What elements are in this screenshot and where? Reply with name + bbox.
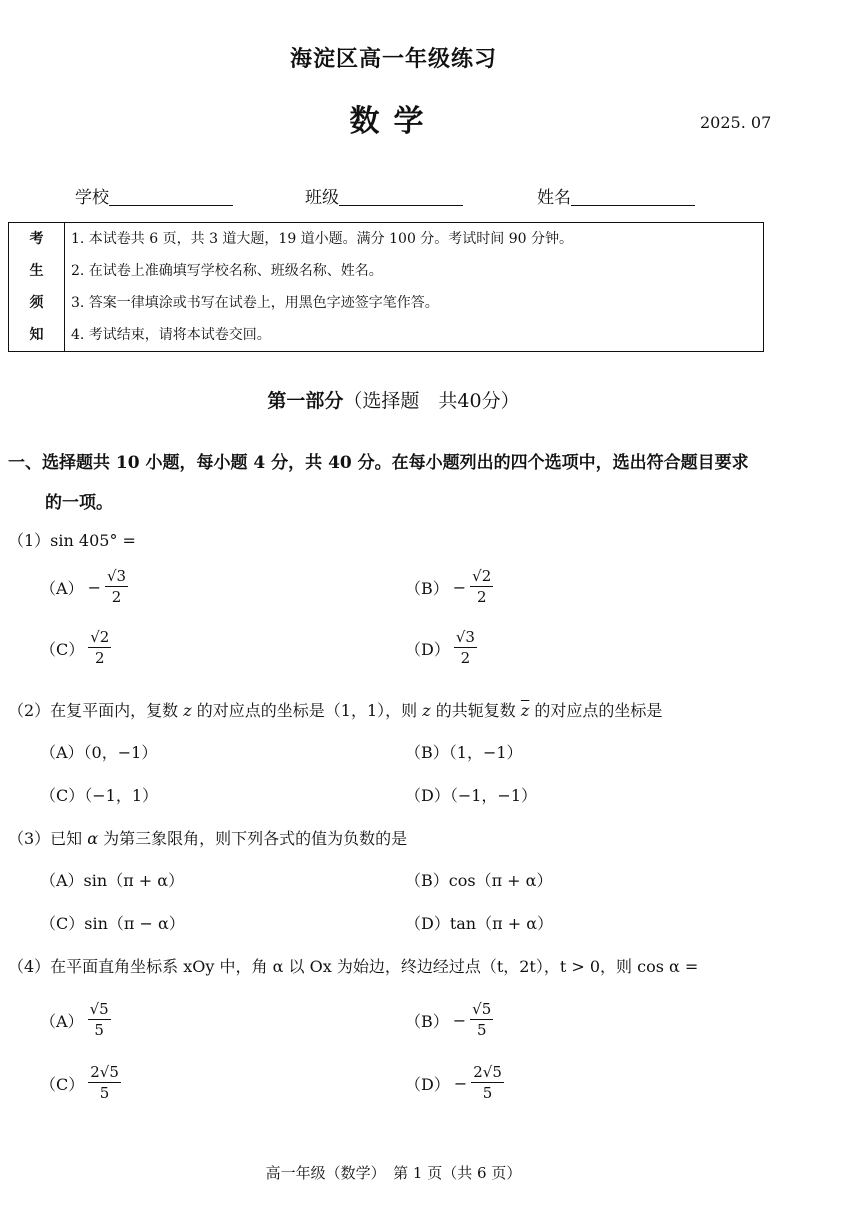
class-field[interactable] <box>305 183 463 208</box>
q2-option-a[interactable]: （A）（0，−1） <box>40 743 158 762</box>
school-blank[interactable] <box>109 187 233 206</box>
q2-option-d[interactable]: （D）（−1，−1） <box>405 786 538 805</box>
name-label: 姓名 <box>537 188 571 208</box>
q1-option-a[interactable]: （A） − $\frac{√3}{2}$ <box>40 567 127 606</box>
q4-option-b[interactable]: （B） − $\frac{√5}{5}$ <box>405 1000 492 1039</box>
notice-side-3: 须 <box>9 287 65 319</box>
notice-item-4: 4. 考试结束，请将本试卷交回。 <box>65 319 764 352</box>
fraction: $\frac{2√5}{5}$ <box>90 1063 119 1102</box>
fraction: $\frac{√3}{2}$ <box>106 567 127 606</box>
part-note: （选择题 共40分） <box>343 390 520 412</box>
part-one-heading <box>0 386 867 413</box>
fraction: $\frac{√2}{2}$ <box>90 628 110 667</box>
class-label: 班级 <box>305 188 339 208</box>
notice-side-1: 考 <box>9 223 65 256</box>
exam-notice-box <box>8 222 764 352</box>
q3-option-d[interactable]: （D）tan（π + α） <box>405 914 554 933</box>
school-field[interactable] <box>75 183 233 208</box>
part-title: 第一部分 <box>267 390 344 412</box>
fraction: $\frac{√5}{5}$ <box>89 1000 109 1039</box>
q1-option-b[interactable]: （B） − $\frac{√2}{2}$ <box>405 567 492 606</box>
q1-option-c[interactable]: （C） $\frac{√2}{2}$ <box>40 628 110 667</box>
name-blank[interactable] <box>571 187 695 206</box>
section-instructions-line2: 的一项。 <box>45 493 113 513</box>
q3-stem: （3）已知 α 为第三象限角，则下列各式的值为负数的是 <box>8 829 408 848</box>
school-label: 学校 <box>75 188 109 208</box>
q3-option-c[interactable]: （C）sin（π − α） <box>40 914 185 933</box>
notice-item-3: 3. 答案一律填涂或书写在试卷上，用黑色字迹签字笔作答。 <box>65 287 764 319</box>
fraction: $\frac{2√5}{5}$ <box>473 1063 502 1102</box>
q2-option-b[interactable]: （B）（1，−1） <box>405 743 523 762</box>
q4-option-a[interactable]: （A） $\frac{√5}{5}$ <box>40 1000 109 1039</box>
q2-option-c[interactable]: （C）（−1，1） <box>40 786 159 805</box>
fraction: $\frac{√3}{2}$ <box>455 628 475 667</box>
notice-item-1: 1. 本试卷共 6 页，共 3 道大题，19 道小题。满分 100 分。考试时间 90 分钟。 <box>65 223 764 256</box>
name-field[interactable] <box>537 183 695 208</box>
q4-option-d[interactable]: （D） − $\frac{2√5}{5}$ <box>405 1063 502 1102</box>
notice-item-2: 2. 在试卷上准确填写学校名称、班级名称、姓名。 <box>65 255 764 287</box>
q3-option-a[interactable]: （A）sin（π + α） <box>40 871 185 890</box>
page-footer: 高一年级（数学） 第 1 页（共 6 页） <box>265 1164 522 1182</box>
class-blank[interactable] <box>339 187 463 206</box>
q1-stem: （1）sin 405° = <box>8 531 136 550</box>
subject-title: 数学 <box>349 104 438 139</box>
q2-stem: （2）在复平面内，复数 z 的对应点的坐标是（1，1），则 z 的共轭复数 $\overline{z}$ 的对应点的坐标是 <box>8 701 663 720</box>
exam-title: 海淀区高一年级练习 <box>289 46 497 72</box>
fraction: $\frac{√2}{2}$ <box>472 567 492 606</box>
q3-option-b[interactable]: （B）cos（π + α） <box>405 871 553 890</box>
notice-side-2: 生 <box>9 255 65 287</box>
exam-date: 2025. 07 <box>700 113 772 132</box>
notice-side-4: 知 <box>9 319 65 352</box>
section-instructions-line1: 一、选择题共 10 小题，每小题 4 分，共 40 分。在每小题列出的四个选项中，选出符合题目要求 <box>8 453 749 473</box>
q1-option-d[interactable]: （D） $\frac{√3}{2}$ <box>405 628 475 667</box>
q4-option-c[interactable]: （C） $\frac{2√5}{5}$ <box>40 1063 119 1102</box>
q4-stem: （4）在平面直角坐标系 xOy 中，角 α 以 Ox 为始边，终边经过点（t，2t），t > 0，则 cos α = <box>8 957 699 976</box>
fraction: $\frac{√5}{5}$ <box>472 1000 492 1039</box>
